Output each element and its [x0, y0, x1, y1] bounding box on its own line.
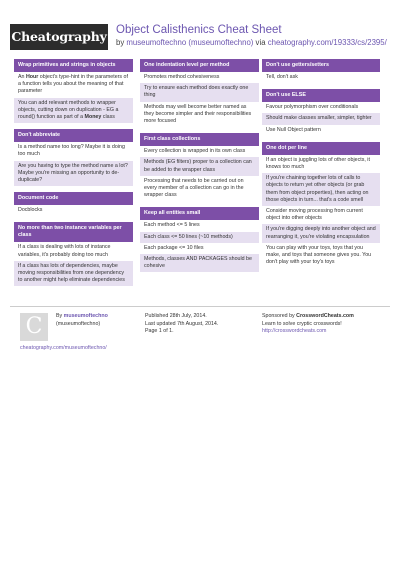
- author-link[interactable]: museumoftechno (museumoftechno): [126, 38, 254, 47]
- list-item: An Hour object's type-hint in the parameters of a function tells you about the meaning of that parameter: [18, 74, 128, 95]
- footer-divider: [10, 306, 390, 307]
- column-3: [262, 59, 380, 274]
- list-item: Is a method name too long? Maybe it is doing too much: [18, 144, 125, 158]
- by-label: By: [56, 313, 64, 319]
- list-item: If an object is juggling lots of other objects, it knows too much: [266, 156, 370, 171]
- list-item: Methods may well become better named as they become simpler and their responsibilities more focused: [144, 103, 252, 125]
- via-label: via: [253, 38, 268, 47]
- list-item: Each method <= 5 lines: [144, 222, 200, 229]
- list-item: Methods, classes AND PACKAGES should be cohesive: [140, 254, 259, 272]
- sponsor-label: Sponsored by: [262, 313, 297, 319]
- list-item: Consider moving processing from current object into other objects: [266, 208, 363, 222]
- list-item: If a class is dealing with lots of instance variables, it's probably doing too much: [18, 244, 111, 258]
- column-1: [14, 59, 133, 292]
- list-item: Docblocks: [18, 207, 43, 214]
- sheet-url-link[interactable]: cheatography.com/19333/cs/2395/: [267, 38, 387, 47]
- section-heading: First class collections: [140, 133, 259, 146]
- list-item: Try to ensure each method does exactly one thing: [140, 83, 259, 101]
- list-item: Favour polymorphism over conditionals: [266, 104, 359, 111]
- footer-author-link[interactable]: museumoftechno: [63, 313, 108, 319]
- list-item: Use Null Object pattern: [266, 126, 321, 133]
- section-heading: Wrap primitives and strings in objects: [14, 59, 133, 72]
- list-item: Each package <= 10 files: [144, 244, 204, 251]
- section-heading: One indentation level per method: [140, 59, 259, 72]
- sponsor-tagline: Learn to solve cryptic crosswords!: [262, 320, 342, 327]
- header-byline: [116, 38, 387, 47]
- list-item: You can add relevant methods to wrapper objects, cutting down on duplication - EG a round() function as part of a Money class: [14, 98, 133, 124]
- section-first-class-collections: [140, 133, 259, 201]
- section-dont-abbreviate: [14, 129, 133, 186]
- section-heading: Don't abbreviate: [14, 129, 133, 142]
- list-item: If a class has lots of dependencies, maybe moving responsibilities from one dependency to another might help eliminate dependencies: [14, 261, 133, 287]
- list-item: Promotes method cohesiveness: [144, 74, 220, 80]
- footer-sponsor: [262, 313, 387, 336]
- section-heading: Keep all entities small: [140, 207, 259, 220]
- author-profile-link[interactable]: cheatography.com/museumoftechno/: [20, 345, 107, 351]
- list-item: Each class <= 50 lines (~10 methods): [140, 232, 259, 243]
- cheatography-logo[interactable]: Cheatography: [10, 24, 108, 50]
- list-item: Methods (EG filters) proper to a collection can be added to the wrapper class: [140, 157, 259, 175]
- section-heading: No more than two instance variables per class: [14, 222, 133, 242]
- sponsor-link[interactable]: http://crosswordcheats.com: [262, 328, 327, 334]
- section-heading: One dot per line: [262, 142, 380, 155]
- page-title: Object Calisthenics Cheat Sheet: [116, 24, 282, 36]
- section-one-dot-per-line: [262, 142, 380, 269]
- column-2: [140, 59, 259, 278]
- list-item: Tell, don't ask: [266, 74, 298, 80]
- section-document-code: [14, 192, 133, 216]
- section-getters-setters: [262, 59, 380, 83]
- footer-dates: [145, 313, 255, 336]
- list-item: Every collection is wrapped in its own class: [144, 148, 246, 155]
- section-heading: Document code: [14, 192, 133, 205]
- section-indentation: [140, 59, 259, 127]
- section-entities-small: [140, 207, 259, 272]
- section-heading: Don't use ELSE: [262, 89, 380, 102]
- list-item: Should make classes smaller, simpler, tighter: [262, 113, 380, 124]
- section-heading: Don't use getters/setters: [262, 59, 380, 72]
- list-item: Are you having to type the method name a lot? Maybe you're missing an opportunity to de-duplicate?: [14, 161, 133, 187]
- updated-date: Last updated 7th August, 2014.: [145, 320, 219, 327]
- section-dont-use-else: [262, 89, 380, 136]
- section-instance-variables: [14, 222, 133, 286]
- list-item: If you're digging deeply into another object and rearranging it, you're violating encapsulation: [262, 224, 380, 242]
- list-item: Processing that needs to be carried out on every member of a collection can go in the wrapper class: [144, 177, 244, 199]
- page-count: Page 1 of 1.: [145, 328, 174, 334]
- list-item: If you're chaining together lots of calls to objects to return yet other objects (or grab them from object properties), then acting on those objects in turn... that's a code smell: [262, 173, 380, 206]
- sponsor-name[interactable]: CrosswordCheats.com: [296, 313, 354, 319]
- list-item: You can play with your toys, toys that you make, and toys that someone gives you. You don't play with your toy's toys: [266, 244, 372, 266]
- by-label: by: [116, 38, 127, 47]
- published-date: Published 28th July, 2014.: [145, 313, 207, 319]
- section-wrap-primitives: [14, 59, 133, 123]
- footer-author: [56, 313, 136, 328]
- author-handle: (museumoftechno): [56, 320, 101, 327]
- author-avatar: C: [20, 313, 48, 341]
